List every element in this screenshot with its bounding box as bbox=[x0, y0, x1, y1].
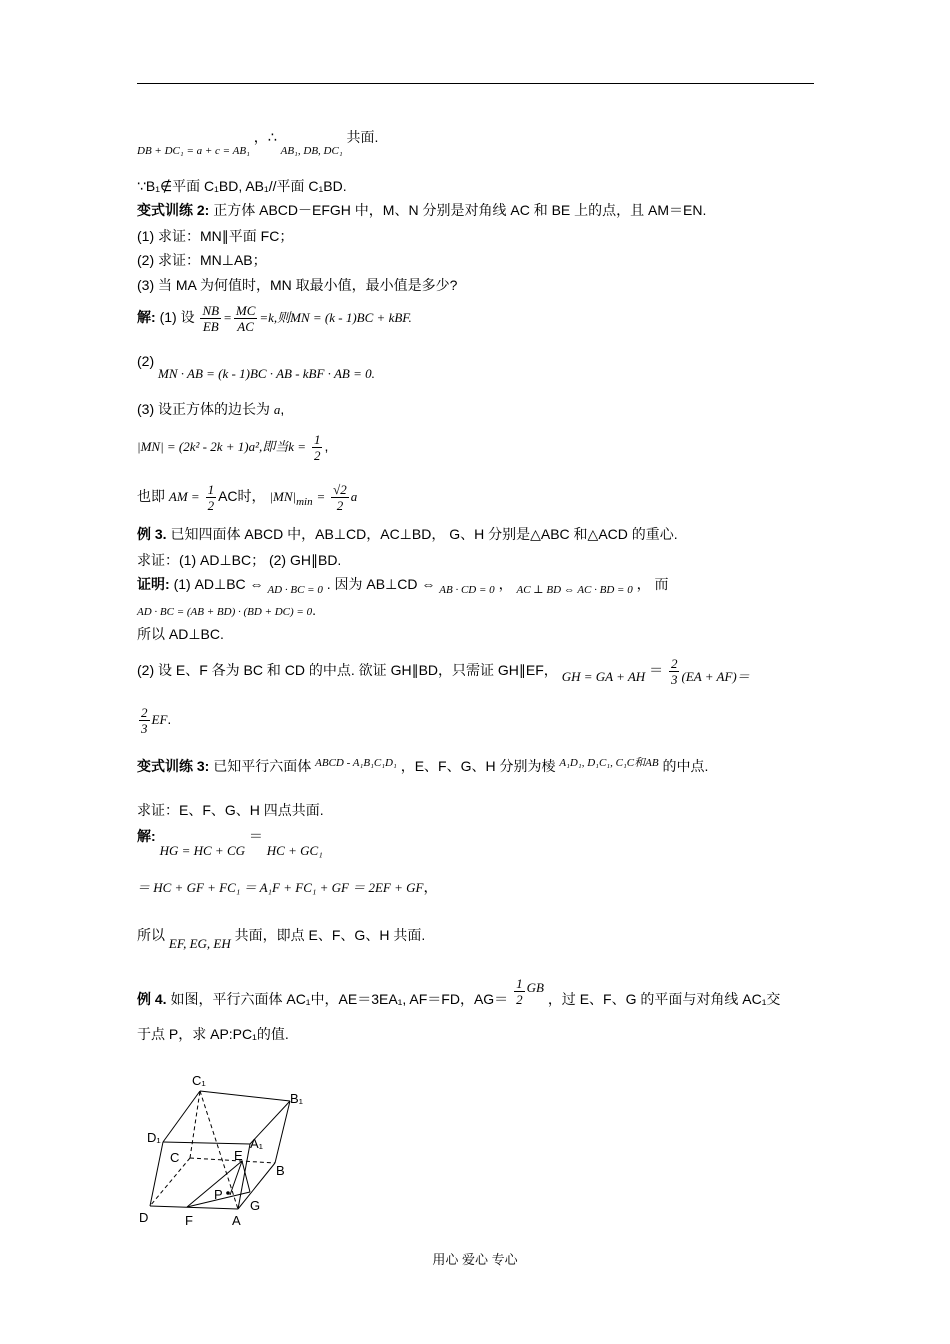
example-3-claims: 求证：(1) AD⊥BC； (2) GH∥BD. bbox=[137, 552, 342, 568]
mn-length-expression: |MN| = (2k² - 2k + 1)a²,即当k = bbox=[137, 439, 307, 455]
line-conclusion: ∵B₁∉平面 C₁BD, AB₁//平面 C₁BD. bbox=[137, 178, 347, 194]
solution-label: 解: bbox=[137, 828, 156, 844]
fraction-half-3: $\frac{1}{2}$ bbox=[516, 976, 523, 1007]
mn-expression: =k,则MN = (k - 1)BC + kBF. bbox=[259, 310, 412, 326]
mn-length-line: |MN| = (2k² - 2k + 1)a²,即当k = $\frac{1}{2}$ , bbox=[137, 432, 329, 463]
proof-1: 证明: (1) AD⊥BC ⇔ $_{AD \cdot BC = 0}$ . 因为 AB⊥CD ⇔ $_{AB \cdot CD = 0}$ ， $_{AC \perp BD \Leftrightarrow AC \cdot BD = 0}$ ， 而 bbox=[137, 576, 669, 596]
label-a: A bbox=[232, 1213, 241, 1228]
solution-3: (3) 设正方体的边长为 a, bbox=[137, 401, 285, 417]
example-4-question: 于点 P，求 AP:PC₁的值. bbox=[137, 1026, 289, 1042]
label-d: D bbox=[139, 1210, 149, 1225]
dot-product-expression: MN · AB = (k - 1)BC · AB - kBF · AB = 0. bbox=[158, 366, 375, 381]
solution-label: 解: bbox=[137, 309, 156, 326]
label-g: G bbox=[250, 1198, 261, 1213]
parallelepiped-figure bbox=[130, 1065, 320, 1235]
vector-list: AB₁, DB, DC₁ bbox=[280, 145, 343, 157]
label-b1: B₁ bbox=[290, 1091, 304, 1106]
example-label: 例 4. bbox=[137, 991, 167, 1008]
exercise-label: 变式训练 3: bbox=[137, 758, 210, 774]
exercise-2-q1: (1) 求证：MN∥平面 FC； bbox=[137, 228, 294, 244]
label-c: C bbox=[170, 1150, 180, 1165]
fraction-half-2: $\frac{1}{2}$ bbox=[207, 482, 215, 513]
vector-equation: DB + DC₁ = a + c = AB₁ bbox=[137, 145, 250, 157]
example-3-heading: 例 3. 已知四面体 ABCD 中，AB⊥CD，AC⊥BD， G、H 分别是△ABC 和△ACD 的重心. bbox=[137, 526, 678, 542]
example-label: 例 3. bbox=[137, 526, 167, 542]
fraction-mc-ac: $\frac{MC}{AC}$ bbox=[235, 303, 256, 334]
label-d1: D₁ bbox=[147, 1130, 161, 1145]
header-rule bbox=[137, 83, 814, 84]
exercise-label: 变式训练 2: bbox=[137, 202, 210, 218]
fraction-two-thirds: $\frac{2}{3}$ bbox=[670, 656, 678, 687]
proof-2: (2) 设 E、F 各为 BC 和 CD 的中点. 欲证 GH∥BD，只需证 GH∥EF， GH = GA + AH ＝ $\frac{2}{3}$ (EA + AF)＝ bbox=[137, 656, 750, 687]
fraction-half: $\frac{1}{2}$ bbox=[313, 432, 321, 463]
exercise-3-chain: ＝ HC + GF + FC₁ ＝ A₁F + FC₁ + GF ＝ 2EF + GF， bbox=[137, 879, 438, 895]
label-p: P bbox=[214, 1187, 223, 1202]
minimum-line: 也即 AM = $\frac{1}{2}$ AC时， $|MN|_{min}$ = $\frac{√2}{2}$ a bbox=[137, 482, 358, 513]
exercise-3-heading: 变式训练 3: 已知平行六面体 $^{ABCD - A_1B_1C_1D_1}$ ，E、F、G、H 分别为棱 $^{A_1D_1, D_1C_1, C_1C和AB}$ 的中点. bbox=[137, 757, 709, 774]
label-a1: A₁ bbox=[250, 1136, 264, 1151]
proof-2-result: $\frac{2}{3}$ EF. bbox=[141, 705, 172, 736]
exercise-2-q2: (2) 求证：MN⊥AB； bbox=[137, 252, 267, 268]
proof-1-expansion: AD · BC = (AB + BD) · (BD + DC) = 0. bbox=[137, 602, 316, 618]
exercise-3-claim: 求证：E、F、G、H 四点共面. bbox=[137, 802, 324, 818]
line-coplanar-1: $_{DB + DC_1 = a + c = AB_1}$ ，∴ $_{AB_1, DB, DC_1}$ 共面. bbox=[137, 129, 379, 157]
proof-1-conclusion: 所以 AD⊥BC. bbox=[137, 626, 224, 642]
label-e: E bbox=[234, 1148, 243, 1163]
label-c1: C₁ bbox=[192, 1073, 206, 1088]
exercise-2-q3: (3) 当 MA 为何值时，MN 取最小值，最小值是多少? bbox=[137, 277, 458, 293]
fraction-nb-eb: $\frac{NB}{EB}$ bbox=[202, 303, 220, 334]
exercise-2-heading bbox=[137, 201, 706, 219]
exercise-3-conclusion: 所以 EF, EG, EH 共面，即点 E、F、G、H 共面. bbox=[137, 927, 426, 951]
fraction-sqrt2-2: $\frac{√2}{2}$ bbox=[333, 482, 347, 513]
solution-2: (2) MN · AB = (k - 1)BC · AB - kBF · AB = 0. bbox=[137, 353, 375, 381]
exercise-3-solution: 解: HG = HC + CG ＝ HC + GC₁ bbox=[137, 828, 323, 858]
exercise-text: 正方体 ABCD－EFGH 中，M、N 分别是对角线 AC 和 BE 上的点，且 AM＝EN. bbox=[213, 202, 707, 218]
point-p bbox=[226, 1191, 230, 1195]
proof-label: 证明: bbox=[137, 576, 170, 592]
fraction-two-thirds-2: $\frac{2}{3}$ bbox=[141, 705, 148, 736]
label-b: B bbox=[276, 1163, 285, 1178]
page-footer: 用心 爱心 专心 bbox=[432, 1252, 518, 1267]
label-f: F bbox=[185, 1213, 193, 1228]
solution-1: 解: (1) 设 $\frac{NB}{EB}$ = $\frac{MC}{AC}$ =k,则MN = (k - 1)BC + kBF. bbox=[137, 303, 412, 334]
example-4-heading: 例 4. 如图，平行六面体 AC₁中，AE＝3EA₁, AF＝FD，AG＝ $\frac{1}{2}$ GB ，过 E、F、G 的平面与对角线 AC₁交 bbox=[137, 976, 781, 1008]
